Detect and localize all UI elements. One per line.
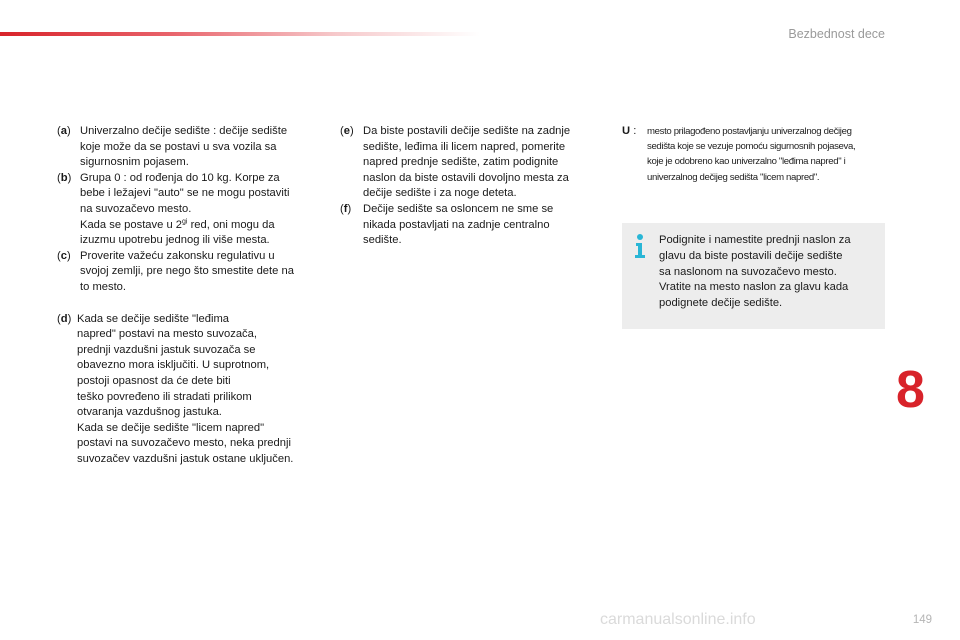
column-middle	[340, 124, 605, 249]
list-item-d	[57, 312, 322, 468]
item-key: (f)	[340, 202, 352, 215]
superscript: gi	[182, 217, 188, 225]
item-text: Dečije sedište sa osloncem ne sme se nikada postavljati na zadnje centralno sedište.	[363, 202, 554, 247]
item-text: Kada se dečije sedište "leđima napred" postavi na mesto suvozača, prednji vazdušni jastuk suvozača se obavezno mora isključiti. U suprotnom, postoji opasnost da će dete biti teško povređeno ili stradati prilikom otvaranja vazdušnog jastuka. Kada se dečije sedište "licem napred" postavi na suvozačevo mesto, neka prednji suvozačev vazdušni jastuk ostane uključen.	[77, 312, 294, 465]
list-item-c	[57, 249, 322, 296]
u-definition-text: mesto prilagođeno postavljanju univerzalnog dečijeg sedišta koje se vezuje pomoću sigurnosnih pojaseva, koje je odobreno kao univerzalno "leđima napred" i univerzalnog dečijeg sedišta "licem napred".	[647, 126, 856, 183]
list-item-e	[340, 124, 605, 202]
info-icon	[632, 233, 648, 259]
info-box-text: Podignite i namestite prednji naslon za glavu da biste postavili dečije sedište sa naslonom na suvozačevo mesto. Vratite na mesto naslon za glavu kada podignete dečije sedište.	[659, 234, 851, 310]
item-text: Proverite važeću zakonsku regulativu u svojoj zemlji, pre nego što smestite dete na to mesto.	[80, 249, 294, 293]
list-item-b	[57, 171, 322, 249]
list-item-f	[340, 202, 605, 249]
item-key: (a)	[57, 125, 71, 137]
column-left	[57, 124, 322, 467]
u-key: U :	[622, 125, 637, 137]
header-accent-bar	[0, 32, 480, 36]
u-definition	[622, 124, 884, 185]
column-right	[622, 124, 884, 185]
watermark: carmanualsonline.info	[600, 611, 756, 628]
section-title: Bezbednost dece	[788, 27, 885, 41]
item-text: Grupa 0 : od rođenja do 10 kg. Korpe za bebe i ležajevi "auto" se ne mogu postaviti na suvozačevo mesto. Kada se postave u $2^{gi}$ red, oni mogu da izuzmu upotrebu jednog ili više mesta.	[80, 171, 290, 247]
info-box	[622, 223, 885, 329]
item-text: Da biste postavili dečije sedište na zadnje sedište, leđima ili licem napred, pomerite napred prednje sedište, zatim podignite naslon da biste ostavili dovoljno mesta za dečije sedište i za noge deteta.	[363, 125, 571, 200]
item-key: (e)	[340, 125, 354, 137]
item-text: Univerzalno dečije sedište : dečije sedište koje može da se postavi u sva vozila sa sigurnosnim pojasem.	[80, 125, 288, 169]
item-key: (d)	[57, 312, 72, 325]
item-key: (b)	[57, 171, 72, 184]
list-item-a	[57, 124, 322, 171]
item-key: (c)	[57, 249, 71, 262]
chapter-number: 8	[896, 361, 925, 419]
page-number: 149	[912, 614, 932, 626]
